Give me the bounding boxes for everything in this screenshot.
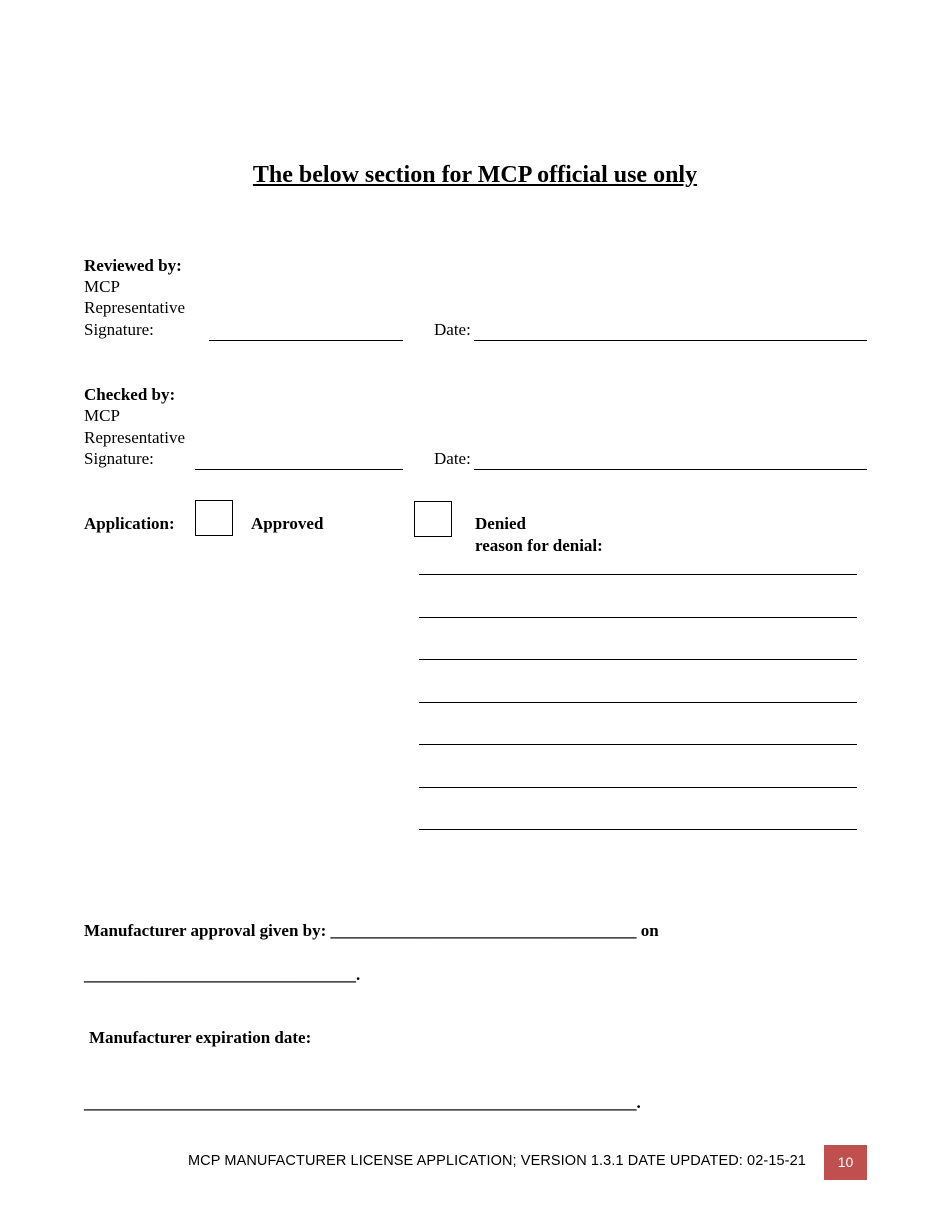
approved-checkbox[interactable] xyxy=(195,500,233,536)
page-number-badge: 10 xyxy=(824,1145,867,1180)
checked-by-line-representative: Representative xyxy=(84,428,186,447)
denial-reason-line[interactable] xyxy=(419,702,857,703)
denial-reason-line[interactable] xyxy=(419,744,857,745)
checked-signature-line[interactable] xyxy=(195,469,403,470)
reviewed-by-heading: Reviewed by: xyxy=(84,256,182,275)
checked-date-line[interactable] xyxy=(474,469,867,470)
manufacturer-approval-date-line: ________________________________. xyxy=(84,965,361,984)
denied-label: Denied xyxy=(475,514,526,533)
denial-reason-label: reason for denial: xyxy=(475,536,603,555)
reviewed-by-line-mcp: MCP xyxy=(84,277,120,296)
reviewed-date-label: Date: xyxy=(434,320,471,339)
denial-reason-line[interactable] xyxy=(419,617,857,618)
manufacturer-expiration-label: Manufacturer expiration date: xyxy=(89,1028,312,1047)
checked-by-line-signature: Signature: xyxy=(84,449,154,468)
denial-reason-line[interactable] xyxy=(419,574,857,575)
manufacturer-approval-line: Manufacturer approval given by: ____________________________________ on xyxy=(84,921,659,940)
denial-reason-line[interactable] xyxy=(419,659,857,660)
manufacturer-expiration-line: _________________________________________________________________. xyxy=(84,1093,641,1112)
reviewed-by-line-signature: Signature: xyxy=(84,320,154,339)
checked-date-label: Date: xyxy=(434,449,471,468)
approved-label: Approved xyxy=(251,514,324,533)
checked-by-heading: Checked by: xyxy=(84,385,176,404)
reviewed-signature-line[interactable] xyxy=(209,340,403,341)
checked-by-line-mcp: MCP xyxy=(84,406,120,425)
denial-reason-line[interactable] xyxy=(419,787,857,788)
denied-checkbox[interactable] xyxy=(414,501,452,537)
application-label: Application: xyxy=(84,514,175,533)
reviewed-date-line[interactable] xyxy=(474,340,867,341)
section-title: The below section for MCP official use only xyxy=(252,162,698,188)
footer-text: MCP MANUFACTURER LICENSE APPLICATION; VERSION 1.3.1 DATE UPDATED: 02-15-21 xyxy=(188,1153,806,1169)
reviewed-by-line-representative: Representative xyxy=(84,298,186,317)
denial-reason-line[interactable] xyxy=(419,829,857,830)
